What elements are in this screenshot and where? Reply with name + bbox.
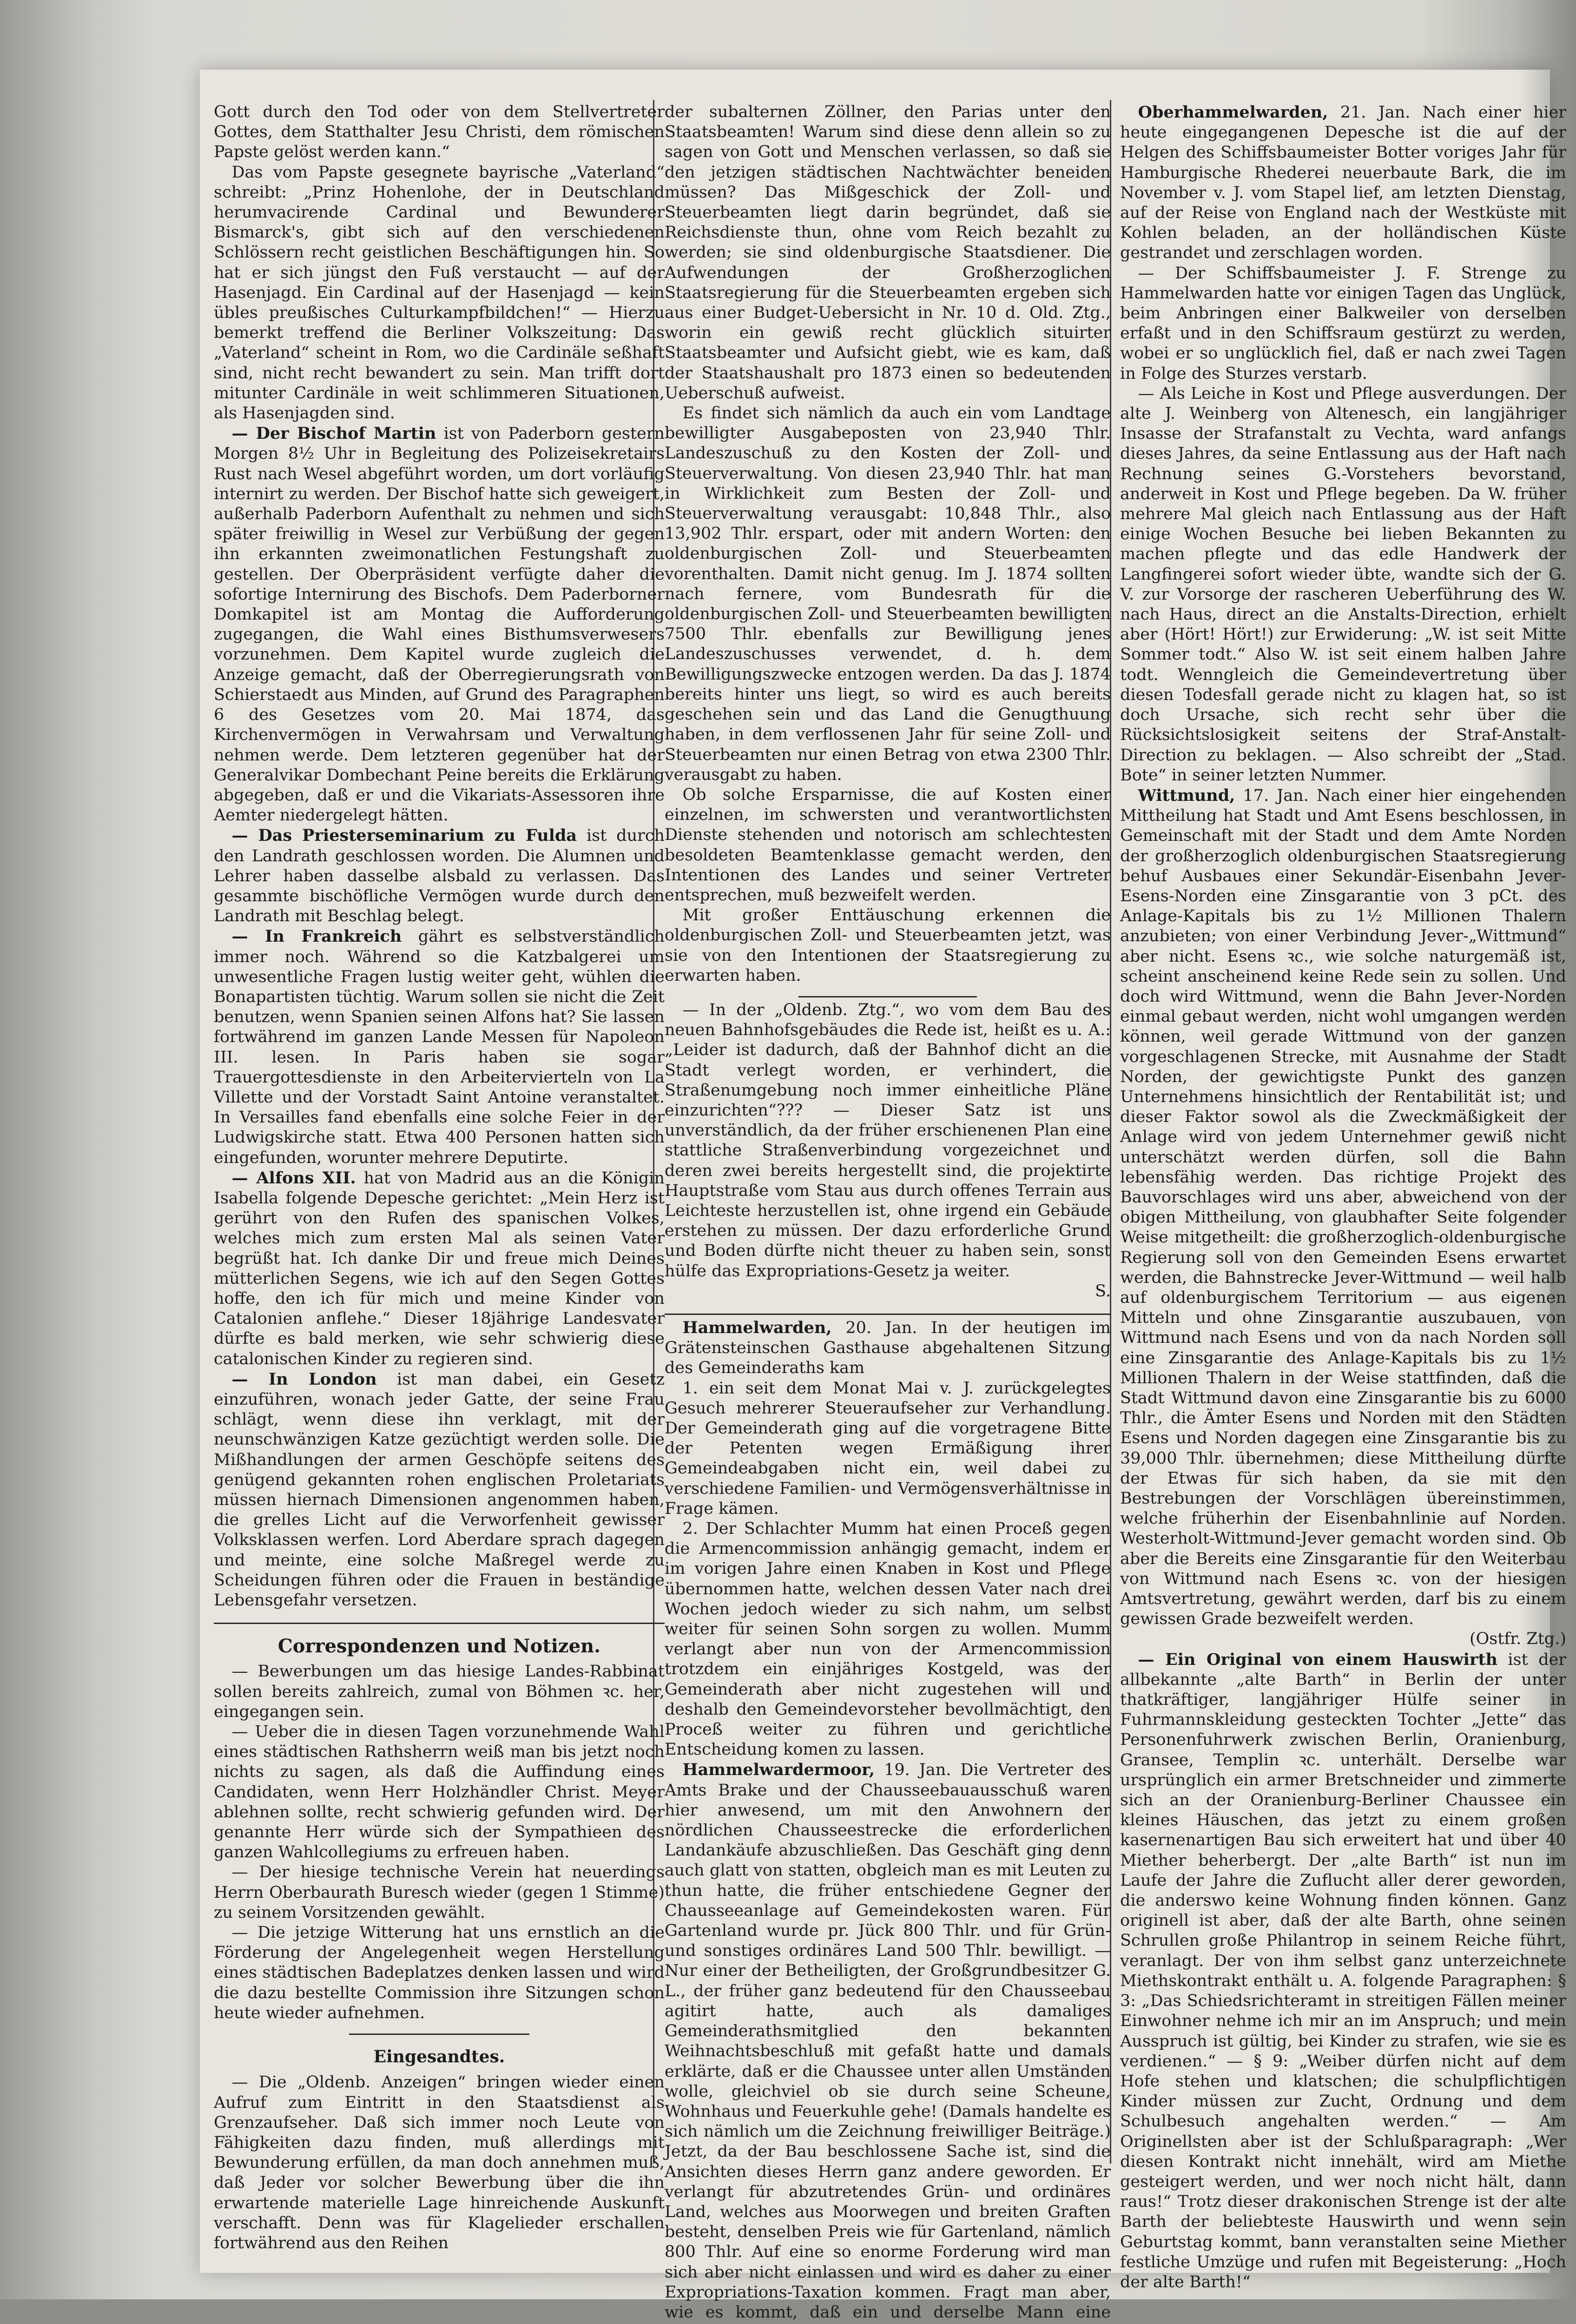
article-paragraph [214, 102, 665, 163]
article-text: hat von Madrid aus an die Königin Isabella folgende Depesche gerichtet: „Mein Herz ist gerührt von den Rufen des spanischen Volkes, welches mich zum ersten Mal als seinen Vater begrüßt hat. Ich danke Dir und freue mich Deines mütterlichen Segens, wie ich auf den Segen Gottes hoffe, den ich für mich und meine Kinder von Catalonien anflehe.“ Dieser 18jährige Landesvater dürfte es bald merken, wie sehr schwierig diese catalonischen Kinder zu regieren sind. [214, 1169, 665, 1368]
article-text: Das vom Papste gesegnete bayrische „Vaterland“ schreibt: „Prinz Hohenlohe, der in Deutschland herumvacirende Cardinal und Bewunderer Bismarck's, gibt sich auf den verschiedenen Schlössern recht geistlichen Beschäftigungen hin. So hat er sich jüngst den Fuß verstaucht — auf der Hasenjagd. Ein Cardinal auf der Hasenjagd — kein übles preußisches Culturkampfbildchen!“ — Hierzu bemerkt treffend die Berliner Volkszeitung: Das „Vaterland“ scheint in Rom, wo die Cardinäle seßhaft sind, nicht recht bewandert zu sein. Man trifft dort mitunter Cardinäle in weit schlimmeren Situationen, als Hasenjagden sind. [214, 163, 665, 423]
article-paragraph [665, 905, 1111, 986]
article-lead: Oberhammelwarden, [1138, 103, 1328, 122]
article-text: Mit großer Enttäuschung erkennen die oldenburgischen Zoll- und Steuerbeamten jetzt, was sie von den Intentionen der Staatsregierung zu erwarten haben. [665, 906, 1111, 985]
article-paragraph [1120, 264, 1566, 384]
section-heading: Correspondenzen und Notizen. [277, 1635, 601, 1657]
section-divider [798, 996, 977, 997]
column-2 [665, 102, 1111, 2322]
article-paragraph [214, 926, 665, 1168]
article-text: — In der „Oldenb. Ztg.“, wo vom dem Bau des neuen Bahnhofsgebäudes die Rede ist, heißt es u. A.: „Leider ist dadurch, daß der Bahnhof dicht an die Stadt verlegt worden, er verhindert, die Straßenumgebung noch immer einheitliche Pläne einzurichten“??? — Dieser Satz ist uns unverständlich, da der früher erschienenen Plan eine stattliche Straßenverbindung vorgezeichnet und deren zwei bereits hergestellt sind, die projektirte Hauptstraße vom Stau aus durch offenes Terrain aus Leichteste herzustellen ist, ohne irgend ein Gebäude erstehen zu müssen. Der dazu erforderliche Grund und Boden dürfte nicht theuer zu haben sein, sonst hülfe das Expropriations-Gesetz ja weiter. [665, 1000, 1111, 1281]
article-text: — Der hiesige technische Verein hat neuerdings Herrn Oberbaurath Buresch wieder (gegen 1 Stimme) zu seinem Vorsitzenden gewählt. [214, 1863, 665, 1922]
article-paragraph [665, 1318, 1111, 1379]
article-lead: — Der Bischof Martin [231, 424, 436, 443]
article-paragraph [214, 1662, 665, 1722]
article-text: 19. Jan. Die Vertreter des Amts Brake und der Chausseebauausschuß waren hier anwesend, um mit den Anwohnern der nördlichen Chausseestrecke die erforderlichen Landankäufe abzuschließen. Das Geschäft ging denn auch glatt von statten, obgleich man es mit Leuten zu thun hatte, die früher entschiedene Gegner der Chausseeanlage auf Gemeindekosten waren. Für Gartenland wurde pr. Jück 800 Thlr. und für Grün- und sonstiges ordinäres Land 500 Thlr. bewilligt. — Nur einer der Betheiligten, der Großgrundbesitzer G. L., der früher ganz bedeutend für den Chausseebau agitirt hatte, auch als damaliges Gemeinderathsmitglied den bekannten Weihnachtsbeschluß mit gefaßt hatte und damals erklärte, daß er die Chaussee unter allen Umständen wolle, gleichviel ob sie durch seine Scheune, Wohnhaus und Feuerkuhle gehe! (Damals handelte es sich nämlich um die Zeichnung freiwilliger Beiträge.) Jetzt, da der Bau beschlossene Sache ist, sind die Ansichten dieses Herrn ganz andere geworden. Er verlangt für abzutretendes Grün- und ordinäres Land, welches aus Moorwegen und breiten Graften besteht, denselben Preis wie für Gartenland, nämlich 800 Thlr. Auf eine so enorme Forderung wird man sich aber nicht einlassen und wird es daher zu einer Expropriations-Taxation kommen. Fragt man aber, wie es kommt, daß ein und derselbe Mann eine [665, 1761, 1111, 2322]
article-text: — Ueber die in diesen Tagen vorzunehmende Wahl eines städtischen Rathsherrn weiß man bis jetzt noch nichts zu sagen, als daß die Auffindung eines Candidaten, wenn Herr Holzhändler Christ. Meyer ablehnen sollte, recht schwierig gefunden wird. Der genannte Herr würde sich der Sympathieen des ganzen Wahlcollegiums zu erfreuen haben. [214, 1723, 665, 1862]
article-text: Es findet sich nämlich da auch ein vom Landtage bewilligter Ausgabeposten von 23,940 Thlr. Landeszuschuß zu den Kosten der Zoll- und Steuerverwaltung. Von diesen 23,940 Thlr. hat man in Wirklichkeit zum Besten der Zoll- und Steuerverwaltung verausgabt: 10,848 Thlr., also 13,902 Thlr. erspart, oder mit andern Worten: den oldenburgischen Zoll- und Steuerbeamten vorenthalten. Damit nicht genug. Im J. 1874 sollten nach fernere, vom Bundesrath für die oldenburgischen Zoll- und Steuerbeamten bewilligten 7500 Thlr. ebenfalls zur Bewilligung jenes Landeszuschusses verwendet, d. h. dem Bewilligungszwecke entzogen werden. Da das J. 1874 bereits hinter uns liegt, so wird es auch bereits geschehen sein und das Land die Genugthuung haben, in dem verflossenen Jahr für seine Zoll- und Steuerbeamten nur einen Betrag von etwa 2300 Thlr. verausgabt zu haben. [665, 404, 1111, 784]
article-text: — Als Leiche in Kost und Pflege ausverdungen. Der alte J. Weinberg von Altenesch, ein langjähriger Insasse der Strafanstalt zu Vechta, ward anfangs dieses Jahres, da seine Entlassung aus der Haft nach Rechnung seines G.-Vorstehers bevorstand, anderweit in Kost und Pflege begeben. Da W. früher mehrere Mal gleich nach Entlassung aus der Haft einige Wochen Besuche bei lieben Bekannten zu machen pflegte und das edle Handwerk der Langfingerei sofort wieder übte, wandte sich der G. V. zur Vorsorge der rascheren Ueberführung des W. nach Haus, direct an die Anstalts-Direction, erhielt aber (Hört! Hört!) zur Erwiderung: „W. ist seit Mitte Sommer todt.“ Also W. ist seit einem halben Jahre todt. Wenngleich die Gemeindevertretung über diesen Todesfall gerade nicht zu klagen hat, so ist doch Ursache, sich recht sehr über die Rücksichtslosigkeit seitens der Straf-Anstalt-Direction zu beklagen. — Also schreibt der „Stad. Bote“ in seiner letzten Nummer. [1120, 384, 1566, 785]
article-signature: S. [1095, 1281, 1111, 1301]
article-text: — Die „Oldenb. Anzeigen“ bringen wieder einen Aufruf zum Eintritt in den Staatsdienst als Grenzaufseher. Daß sich immer noch Leute von Fähigkeiten dazu finden, muß allerdings mit Bewunderung erfüllen, da man doch annehmen muß, daß Jeder vor solcher Bewerbung über die ihn erwartende materielle Lage hinreichende Auskunft verschafft. Denn was für Klagelieder erschallen fortwährend aus den Reihen [214, 2073, 665, 2252]
article-paragraph [665, 102, 1111, 403]
article-text: ist von Paderborn gestern Morgen 8½ Uhr in Begleitung des Polizeisekretairs Rust nach Wesel abgeführt worden, um dort vorläufig internirt zu werden. Der Bischof hatte sich geweigert, außerhalb Paderborn Aufenthalt zu nehmen und sich später freiwillig in Wesel zur Verbüßung der gegen ihn erkannten zweimonatlichen Festungshaft zu gestellen. Der Oberpräsident verfügte daher die sofortige Internirung des Bischofs. Dem Paderborner Domkapitel ist am Montag die Aufforderung zugegangen, die Wahl eines Bisthumsverwesers vorzunehmen. Dem Kapitel wurde zugleich die Anzeige gemacht, daß der Oberregierungsrath von Schierstaedt aus Minden, auf Grund des Paragraphen 6 des Gesetzes vom 20. Mai 1874, das Kirchenvermögen in Verwahrsam und Verwaltung nehmen werde. Dem letzteren gegenüber hat der Generalvikar Dombechant Peine bereits die Erklärung abgegeben, daß er und die Vikariats-Assessoren ihre Aemter niedergelegt hätten. [214, 424, 665, 825]
article-text: gährt es selbstverständlich immer noch. Während so die Katzbalgerei um unwesentliche Fragen lustig weiter geht, wühlen die Bonapartisten tüchtig. Warum sollen sie nicht die Zeit benutzen, wenn Spanien seinen Alfons hat? Sie lassen fortwährend im ganzen Lande Messen für Napoleon III. lesen. In Paris haben sie sogar Trauergottesdienste in den Arbeitervierteln von La Villette und der Vorstadt Saint Antoine veranstaltet. In Versailles fand ebenfalls eine solche Feier in der Ludwigskirche statt. Etwa 400 Personen hatten sich eingefunden, worunter mehrere Deputirte. [214, 927, 665, 1167]
section-divider [349, 2034, 529, 2035]
article-text: Ob solche Ersparnisse, die auf Kosten einer einzelnen, im schwersten und verantwortlichsten Dienste stehenden und notorisch am schlechtesten besoldeten Beamtenklasse gemacht werden, den Intentionen des Landes und seiner Vertreter entsprechen, muß bezweifelt werden. [665, 785, 1111, 905]
article-paragraph [1120, 384, 1566, 786]
section-divider [214, 1623, 665, 1624]
article-paragraph [665, 785, 1111, 905]
article-paragraph [665, 1379, 1111, 1519]
article-paragraph [214, 2073, 665, 2253]
article-paragraph [214, 1862, 665, 1923]
article-lead: — Alfons XII. [231, 1168, 356, 1188]
article-text: 2. Der Schlachter Mumm hat einen Proceß gegen die Armencommission anhängig gemacht, indem er im vorigen Jahre einen Knaben in Kost und Pflege übernommen hatte, welchen dessen Vater nach drei Wochen jedoch wieder zu sich nahm, um selbst weiter für seinen Sohn sorgen zu wollen. Mumm verlangt aber nun von der Armencommission trotzdem ein einjähriges Kostgeld, was der Gemeinderath aber nicht zugestehen will und deshalb den Gemeindevorsteher bevollmächtigt, den Proceß weiter zu führen und gerichtliche Entscheidung komen zu lassen. [665, 1519, 1111, 1759]
article-text: Gott durch den Tod oder von dem Stellvertreter Gottes, dem Statthalter Jesu Christi, dem römischen Papste gelöst werden kann.“ [214, 103, 665, 162]
article-lead: — In Frankreich [231, 927, 402, 946]
article-text: 1. ein seit dem Monat Mai v. J. zurückgelegtes Gesuch mehrerer Steueraufseher zur Verhandlung. Der Gemeinderath ging auf die vorgetragene Bitte der Petenten wegen Ermäßigung ihrer Gemeindeabgaben nicht ein, weil dabei zu verschiedene Familien- und Vermögensverhältnisse in Frage kämen. [665, 1379, 1111, 1518]
article-lead: Wittmund, [1138, 786, 1235, 805]
section-divider [665, 1314, 1111, 1315]
article-text: ist man dabei, ein Gesetz einzuführen, wonach jeder Gatte, der seine Frau schlägt, wenn diese ihn verklagt, mit der neunschwänzigen Katze gezüchtigt werden solle. Die Mißhandlungen der armen Geschöpfe seitens des genügend gekannten rohen englischen Proletariats müssen hiernach Dimensionen angenommen haben, die grelles Licht auf die Verworfenheit gewisser Volksklassen werfen. Lord Aberdare sprach dagegen und meinte, eine solche Maßregel werde zu Scheidungen führen oder die Frauen in beständige Lebensgefahr versetzen. [214, 1370, 665, 1610]
article-text: ist der allbekannte „alte Barth“ in Berlin der unter thatkräftiger, langjähriger Hülfe seiner in Fuhrmannskleidung gesteckten Tochter „Jette“ das Personenfuhrwerk zwischen Berlin, Oranienburg, Gransee, Templin ꝛc. unterhält. Derselbe war ursprünglich ein armer Bretschneider und zimmerte sich an der Oranienburg-Berliner Chaussee ein kleines Häuschen, das jetzt zu einem großen kasernenartigen Bau sich erweitert hat und über 40 Miether beherbergt. Der „alte Barth“ ist nun im Laufe der Jahre die Zuflucht aller derer geworden, die anderswo keine Wohnung finden können. Ganz originell ist aber, daß der alte Barth, ohne seinen Schrullen große Philantrop in seinem Reiche führt, veranlagt. Der von ihm selbst ganz unterzeichnete Miethskontrakt enthält u. A. folgende Paragraphen: § 3: „Das Schiedsrichteramt in streitigen Fällen meiner Einwohner nehme ich mir an im Anspruch; und mein Ausspruch ist gültig, bei Kinder zu strafen, wie sie es verdienen.“ — § 9: „Weiber dürfen nicht auf dem Hofe stehen und klatschen; die schulpflichtigen Kinder müssen zur Zucht, Ordnung und dem Schulbesuch angehalten werden.“ — Am Originellsten aber ist der Schlußparagraph: „Wer diesen Kontrakt nicht innehält, wird am Miethe gesteigert werden, und wer noch nicht hält, dann raus!“ Trotz dieser drakonischen Strenge ist der alte Barth der beliebteste Hauswirth und wenn sein Geburtstag kommt, bann veranstalten seine Miether festliche Umzüge und rufen mit Begeisterung: „Hoch der alte Barth!“ [1120, 1650, 1566, 2291]
article-lead: Hammelwarden, [682, 1318, 832, 1337]
article-text: — Bewerbungen um das hiesige Landes-Rabbinat sollen bereits zahlreich, zumal von Böhmen ꝛc. her, eingegangen sein. [214, 1662, 665, 1721]
article-text: 17. Jan. Nach einer hier eingehenden Mittheilung hat Stadt und Amt Esens beschlossen, in Gemeinschaft mit der Stadt und dem Amte Norden der großherzoglich oldenburgischen Staatsregierung behuf Ausbaues einer Sekundär-Eisenbahn Jever-Esens-Norden eine Zinsgarantie von 3 pCt. des Anlage-Kapitals bis zu 1½ Millionen Thalern anzubieten; von einer Verbindung Jever-„Wittmund“ aber nicht. Esens ꝛc., wie solche naturgemäß ist, scheint anscheinend keine Rede sein zu sollen. Und doch wird Wittmund, wenn die Bahn Jever-Norden einmal gebaut werden, nicht wohl umgangen werden können, weil gerade Wittmund von der ganzen vorgeschlagenen Strecke, mit Ausnahme der Stadt Norden, der gewichtigste Punkt des ganzen Unternehmens hinsichtlich der Rentabilität ist; und dieser Faktor sowol als die Zweckmäßigkeit der Anlage wird von jedem Unternehmer gewiß nicht unterschätzt werden dürfen, soll die Bahn lebensfähig werden. Das richtige Projekt des Bauvorschlages wird uns aber, abweichend von der obigen Mittheilung, von glaubhafter Seite folgender Weise mitgetheilt: die großherzoglich-oldenburgische Regierung soll von den Gemeinden Esens erwartet werden, die Bahnstrecke Jever-Wittmund — weil halb auf oldenburgischem Territorium — aus eigenen Mitteln und ohne Zinsgarantie auszubauen, von Wittmund nach Esens und von da nach Norden soll eine Zinsgarantie des Anlage-Kapitals bis zu 1½ Millionen Thalern in der Weise stattfinden, daß die Stadt Wittmund davon eine Zinsgarantie bis zu 6000 Thlr., die Ämter Esens und Norden mit den Städten Esens und Norden dagegen eine Zinsgarantie bis zu 39,000 Thlr. übernehmen; diese Mittheilung dürfte der Etwas für sich haben, da sie mit den Bestrebungen der Vorschlägen übereinstimmen, welche früherhin der Eisenbahnlinie auf Norden. Westerholt-Wittmund-Jever gemacht worden sind. Ob aber die Bereits eine Zinsgarantie für den Weiterbau von Wittmund nach Esens ꝛc. von der hiesigen Amtsvertretung, gewährt werden, darf bis zu einem gewissen Grade bezweifelt werden. [1120, 786, 1566, 1629]
article-paragraph [214, 1722, 665, 1862]
article-text: 20. Jan. In der heutigen im Grätensteinschen Gasthause abgehaltenen Sitzung des Gemeinderaths kam [665, 1318, 1111, 1378]
article-text: der subalternen Zöllner, den Parias unter den Staatsbeamten! Warum sind diese denn allein so zu sagen von Gott und Menschen verlassen, so daß sie den jetzigen städtischen Nachtwächter beneiden müssen? Das Mißgeschick der Zoll- und Steuerbeamten liegt darin begründet, daß sie Reichsdienste thun, ohne vom Reich bezahlt zu werden; sie sind oldenburgische Staatsdiener. Die Aufwendungen der Großherzoglichen Staatsregierung für die Steuerbeamten ergeben sich aus einer Budget-Uebersicht in Nr. 10 d. Old. Ztg., worin ein gewiß recht glücklich situirter Staatsbeamter und Aufsicht giebt, wie es kam, daß der Staatshaushalt pro 1873 einen so bedeutenden Ueberschuß aufweist. [665, 103, 1111, 403]
article-lead: — Ein Original von einem Hauswirth [1138, 1650, 1497, 1669]
article-text: 21. Jan. Nach einer hier heute eingegangenen Depesche ist die auf der Helgen des Schiffsbaumeister Botter voriges Jahr für Hamburgische Rhederei neuerbaute Bark, die im November v. J. vom Stapel lief, am letzten Dienstag, auf der Reise von England nach der Westküste mit Kohlen beladen, an der holländischen Küste gestrandet und zerschlagen worden. [1120, 103, 1566, 263]
article-paragraph [1120, 786, 1566, 1630]
article-lead: — Das Priesterseminarium zu Fulda [231, 826, 577, 845]
article-paragraph [214, 423, 665, 825]
section-heading: Eingesandtes. [373, 2047, 505, 2067]
article-text: — Die jetzige Witterung hat uns ernstlich an die Förderung der Angelegenheit wegen Herstellung eines städtischen Badeplatzes denken lassen und wird die dazu bestellte Commission ihre Sitzungen schon heute wieder aufnehmen. [214, 1923, 665, 2022]
article-paragraph [665, 1519, 1111, 1760]
article-text: ist durch den Landrath geschlossen worden. Die Alumnen und Lehrer haben dasselbe alsbald zu verlassen. Das gesammte bischöfliche Vermögen wurde durch den Landrath mit Beschlag belegt. [214, 826, 665, 926]
article-paragraph [1120, 102, 1566, 264]
column-1 [214, 102, 665, 2252]
article-lead: — In London [231, 1369, 377, 1389]
article-paragraph [214, 825, 665, 926]
article-signature: (Ostfr. Ztg.) [1469, 1630, 1566, 1649]
article-lead: Hammelwardermoor, [682, 1760, 875, 1780]
article-paragraph [214, 1168, 665, 1369]
article-paragraph [214, 163, 665, 424]
article-paragraph [214, 1923, 665, 2023]
article-paragraph [665, 403, 1111, 785]
article-paragraph [665, 1760, 1111, 2324]
article-text: — Der Schiffsbaumeister J. F. Strenge zu Hammelwarden hatte vor einigen Tagen das Unglück, beim Anbringen einer Balkweiler von derselben erfaßt und in den Schiffsraum gestürzt zu werden, wobei er so unglücklich fiel, daß er nach zwei Tagen in Folge des Sturzes verstarb. [1120, 264, 1566, 383]
article-paragraph [1120, 1650, 1566, 2293]
column-3 [1120, 102, 1566, 2291]
article-paragraph [214, 1369, 665, 1611]
article-paragraph [665, 1000, 1111, 1281]
